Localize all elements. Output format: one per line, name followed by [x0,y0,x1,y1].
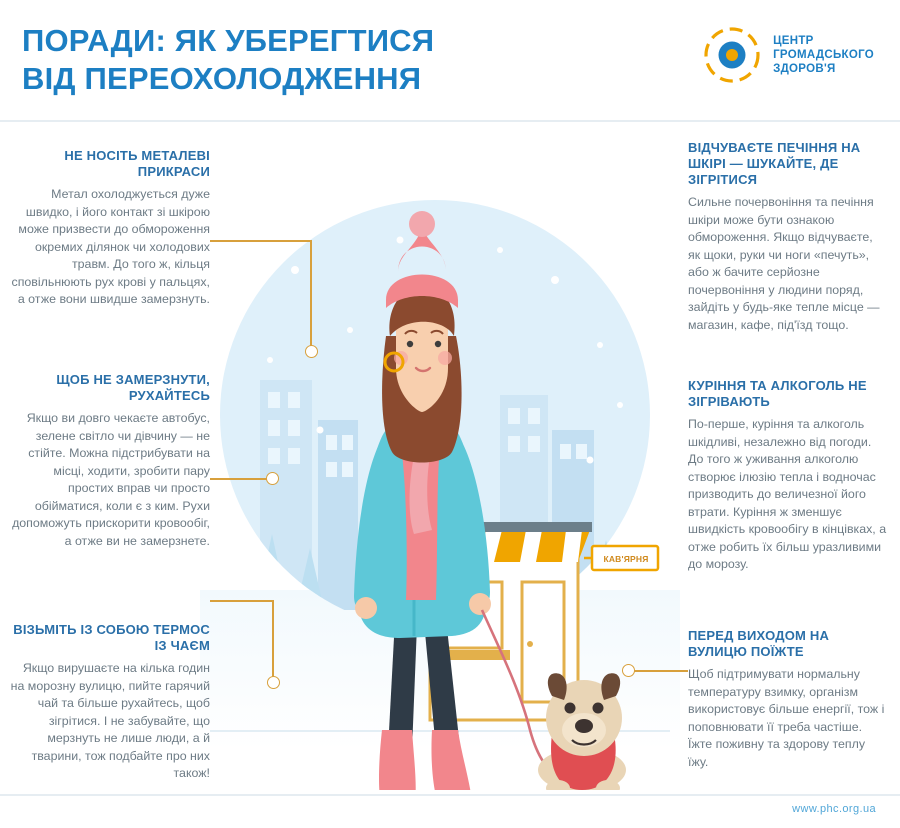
connector-line-2 [210,478,270,480]
page-title [22,22,622,98]
info-block-heading: ЩОБ НЕ ЗАМЕРЗНУТИ, РУХАЙТЕСЬ [56,372,210,403]
connector-dot-6 [622,664,635,677]
logo-text-line1: ЦЕНТР [773,35,814,47]
connector-dot-3 [267,676,280,689]
dog-figure [538,673,626,790]
info-block-text: Сильне почервоніння та печіння шкіри може бути ознакою обмороження. Якщо відчуваєте, як щоки, руки чи ноги «печуть», або ж бачите серйозне почервоніння у людини поряд, зайдіть у будь-яке тепле місце — магазин, кафе, під'їзд тощо. [688,195,880,332]
page-title-line1: ПОРАДИ: ЯК УБЕРЕГТИСЯ [22,23,435,58]
connector-line-1 [210,240,312,242]
winter-street-illustration [200,130,680,790]
header [0,0,900,122]
page-title-line2: ВІД ПЕРЕОХОЛОДЖЕННЯ [22,61,422,96]
connector-line-3 [210,600,272,602]
connector-dot-1 [305,345,318,358]
illustration-scene [200,130,680,790]
connector-line-6 [628,670,688,672]
connector-dot-2 [266,472,279,485]
info-block-heading: ПЕРЕД ВИХОДОМ НА ВУЛИЦЮ ПОЇЖТЕ [688,628,830,659]
connector-line-1v [310,240,312,350]
footer-divider [0,794,900,796]
info-block-text: Метал охолоджується дуже швидко, і його контакт зі шкірою може призвести до обмороження окремих ділянок чи холодових травм. До того ж, кільця сповільнюють рух крові у пальцях, а отже вони швидше замерзнуть. [11,187,210,306]
info-block-no-metal-jewelry [10,148,210,309]
info-block-skin-burning [688,140,888,334]
info-block-smoking-alcohol [688,378,888,574]
footer-url-link[interactable]: www.phc.org.ua [792,803,876,815]
connector-line-3v [272,600,274,680]
info-block-text: По-перше, куріння та алкоголь шкідливі, незалежно від погоди. До того ж уживання алкоголю створює ілюзію тепла і водночас призводить до величезної його втрати. Куріння ж зменшує швидкість кровообігу в кінцівках, а отже робить їх більш уразливими до морозу. [688,417,887,571]
info-block-heading: НЕ НОСІТЬ МЕТАЛЕВІ ПРИКРАСИ [64,148,210,179]
info-block-text: Якщо вирушаєте на кілька годин на морозну вулицю, пийте гарячий чай та більше рухайтесь, щоб зігрітися. І не забувайте, що мерзнуть не лише люди, а й тварини, тож подбайте про них також! [10,661,210,780]
info-block-text: Якщо ви довго чекаєте автобус, зелене світло чи дівчину — не стійте. Можна підстрибувати на місці, ходити, зробити пару простих вправ чи просто обійматися, коли є з ким. Рухи допоможуть прискорити кровообіг, а отже ви не замерзнете. [12,411,210,548]
info-block-thermos-with-tea [10,622,210,783]
info-block-heading: КУРІННЯ ТА АЛКОГОЛЬ НЕ ЗІГРІВАЮТЬ [688,378,867,409]
logo-sun-icon [703,26,761,84]
info-block-heading: ВІЗЬМІТЬ ІЗ СОБОЮ ТЕРМОС ІЗ ЧАЄМ [13,622,210,653]
info-block-text: Щоб підтримувати нормальну температуру взимку, організм використовує більше енергії, тож і поповнювати її треба частіше. Їжте поживну та здорову теплу їжу. [688,667,885,769]
info-block-keep-moving [10,372,210,550]
info-block-heading: ВІДЧУВАЄТЕ ПЕЧІННЯ НА ШКІРІ — ШУКАЙТЕ, ДЕ ЗІГРІТИСЯ [688,140,861,187]
header-divider [0,120,900,122]
info-block-eat-before-going-out [688,628,888,771]
logo-text-line3: ЗДОРОВ'Я [773,63,836,75]
footer [0,794,900,828]
cafe-sign-label: КАВ'ЯРНЯ [603,554,649,564]
logo [703,26,874,84]
logo-text [773,34,874,76]
logo-text-line2: ГРОМАДСЬКОГО [773,49,874,61]
